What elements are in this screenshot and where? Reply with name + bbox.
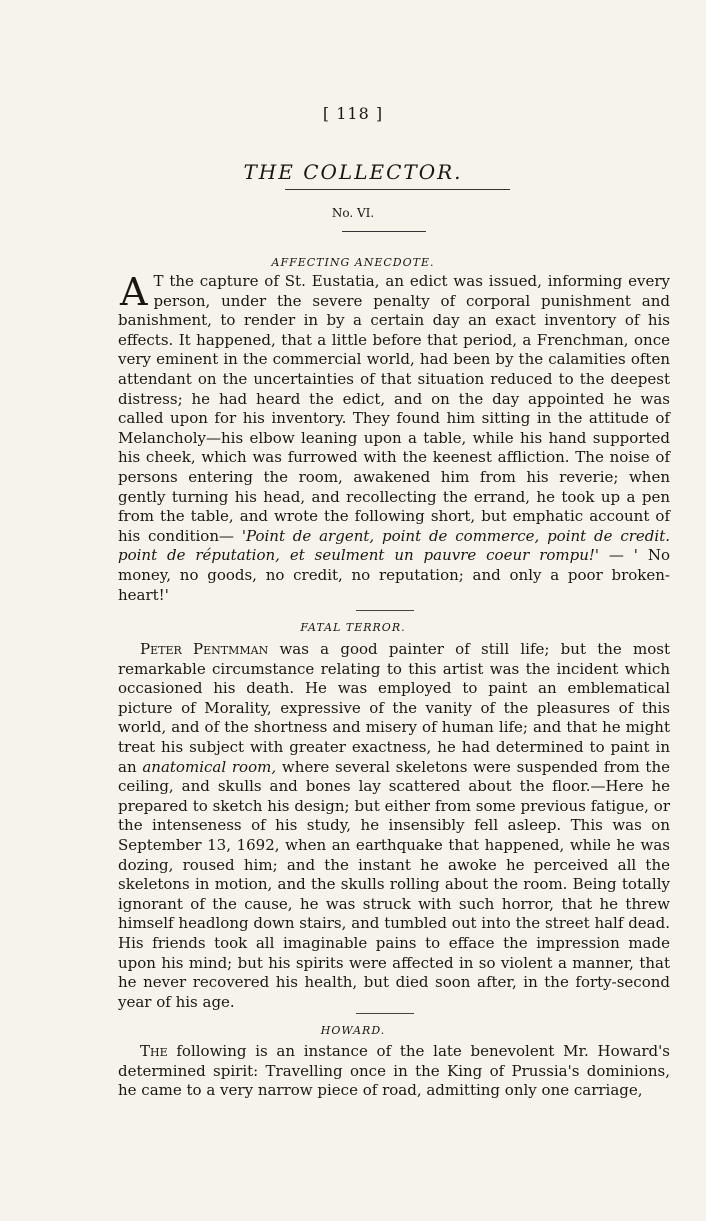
anecdote-translation: — ' No money, no goods, no credit, no reputation; and only a poor broken-heart!'	[118, 546, 670, 604]
section-heading-howard: HOWARD.	[320, 1024, 386, 1037]
section-heading-fatal-terror: FATAL TERROR.	[300, 621, 406, 634]
section-rule	[356, 610, 414, 611]
drop-cap: A	[120, 270, 148, 314]
terror-text-a: was a good painter of still life; but the most remarkable circumstance relating to this artist was the incident which occasioned his death. He was employed to paint an emblematical picture of Morality, expressive of the vanity of the pleasures of this world, and of the shortness and misery of human life; and that he might treat his subject with greater exactness, he had determined to paint in an	[118, 640, 670, 776]
french-quote: 'Point de argent, point de commerce, point de credit. point de réputation, et seulment un pauvre coeur rompu!'	[118, 526, 670, 565]
terror-text-b: where several skeletons were suspended from the ceiling, and skulls and bones lay scattered about the floor.—Here he prepared to sketch his design; but either from some previous fatigue, or the intenseness of his study, he insensibly fell asleep. This was on September 13, 1692, when an earthquake that happened, while he was dozing, roused him; and the instant he awoke he perceived all the skeletons in motion, and the skulls rolling about the room. Being totally ignorant of the cause, he was struck with such horror, that he threw himself headlong down stairs, and tumbled out into the street half dead. His friends took all imaginable pains to efface the impression made upon his mind; but his spirits were affected in so violent a manner, that he never recovered his health, but died soon after, in the forty-second year of his age.	[118, 757, 670, 1011]
anecdote-text: T the capture of St. Eustatia, an edict was issued, informing every person, under the severe penalty of corporal punishment and banishment, to render in by a certain day an exact inventory of his effects. It happened, that a little before that period, a Frenchman, once very eminent in the commercial world, had been by the calamities often attendant on the uncertainties of that situation reduced to the deepest distress; he had heard the edict, and on the day appointed he was called upon for his inventory. They found him sitting in the attitude of Melancholy—his elbow leaning upon a table, while his hand supported his cheek, which was furrowed with the keenest affliction. The noise of persons entering the room, awakened him from his reverie; when gently turning his head, and recollecting the errand, he took up a pen from the table, and wrote the following short, but emphatic account of his condition—	[118, 272, 670, 545]
issue-number: No. VI.	[331, 206, 375, 220]
anatomical-room: anatomical room,	[142, 757, 277, 776]
section-body-howard	[118, 1042, 670, 1101]
section-heading-affecting-anecdote: AFFECTING ANECDOTE.	[271, 256, 435, 269]
title-rule	[285, 189, 510, 190]
number-rule	[342, 231, 426, 232]
page-title: THE COLLECTOR.	[243, 160, 463, 184]
howard-text: following is an instance of the late benevolent Mr. Howard's determined spirit: Travelling once in the King of Prussia's dominions, he came to a very narrow piece of road, admitting only one carriage,	[118, 1042, 670, 1100]
section-body-affecting-anecdote	[118, 272, 670, 605]
page-number: [ 118 ]	[322, 104, 384, 123]
section-body-fatal-terror	[118, 640, 670, 1012]
painter-name: Peter Pentmman	[140, 640, 269, 658]
howard-lead-word: The	[140, 1042, 168, 1060]
section-rule	[356, 1013, 414, 1014]
